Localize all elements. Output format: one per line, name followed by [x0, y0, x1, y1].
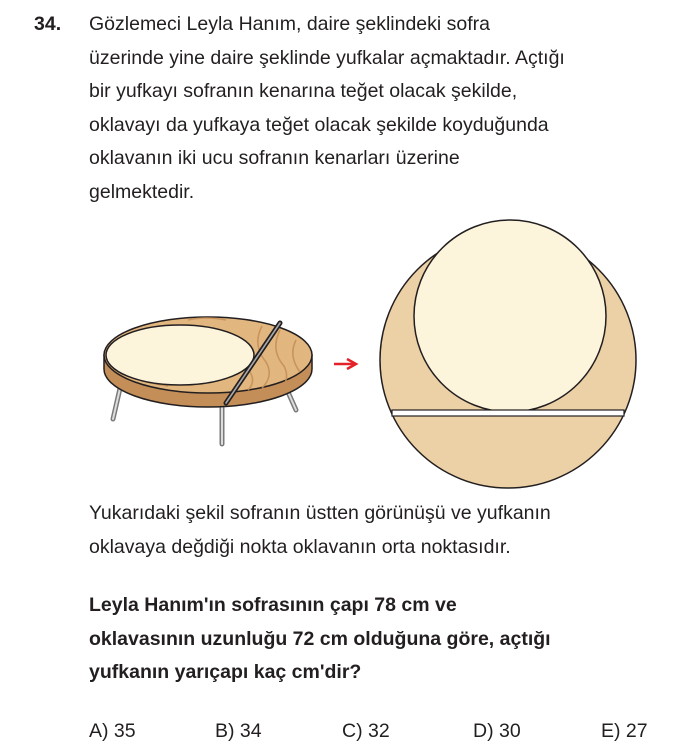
arrow-icon: [334, 359, 356, 369]
intro-line: Gözlemeci Leyla Hanım, daire şeklindeki sofra: [89, 13, 491, 35]
table-illustration: [104, 317, 312, 444]
choice-d[interactable]: D) 30: [473, 720, 521, 742]
rolling-pin-top-view: [392, 410, 624, 416]
question-number: 34.: [34, 13, 62, 35]
intro-line: oklavayı da yufkaya teğet olacak şekilde koyduğunda: [89, 113, 549, 136]
top-view-diagram: [380, 220, 636, 488]
dough-sheet: [106, 325, 254, 385]
intro-line: üzerinde yine daire şeklinde yufkalar açmaktadır. Açtığı: [89, 46, 565, 69]
prompt-line: oklavasının uzunluğu 72 cm olduğuna göre, açtığı: [89, 627, 551, 650]
figure-description: [89, 497, 674, 564]
prompt-line: Leyla Hanım'ın sofrasının çapı 78 cm ve: [89, 594, 457, 616]
choice-b[interactable]: B) 34: [215, 720, 262, 742]
intro-line: gelmektedir.: [89, 180, 195, 203]
choice-e[interactable]: E) 27: [601, 720, 648, 742]
description-line: Yukarıdaki şekil sofranın üstten görünüşü ve yufkanın: [89, 502, 551, 524]
answer-choices: [89, 715, 679, 747]
question-prompt: [89, 589, 674, 690]
description-line: oklavaya değdiği nokta oklavanın orta noktasıdır.: [89, 535, 511, 558]
prompt-line: yufkanın yarıçapı kaç cm'dir?: [89, 661, 362, 683]
choice-c[interactable]: C) 32: [342, 720, 390, 742]
dough-top-view: [414, 220, 606, 412]
intro-line: oklavanın iki ucu sofranın kenarları üzerine: [89, 147, 460, 169]
intro-line: bir yufkayı sofranın kenarına teğet olacak şekilde,: [89, 80, 518, 102]
choice-a[interactable]: A) 35: [89, 720, 136, 742]
